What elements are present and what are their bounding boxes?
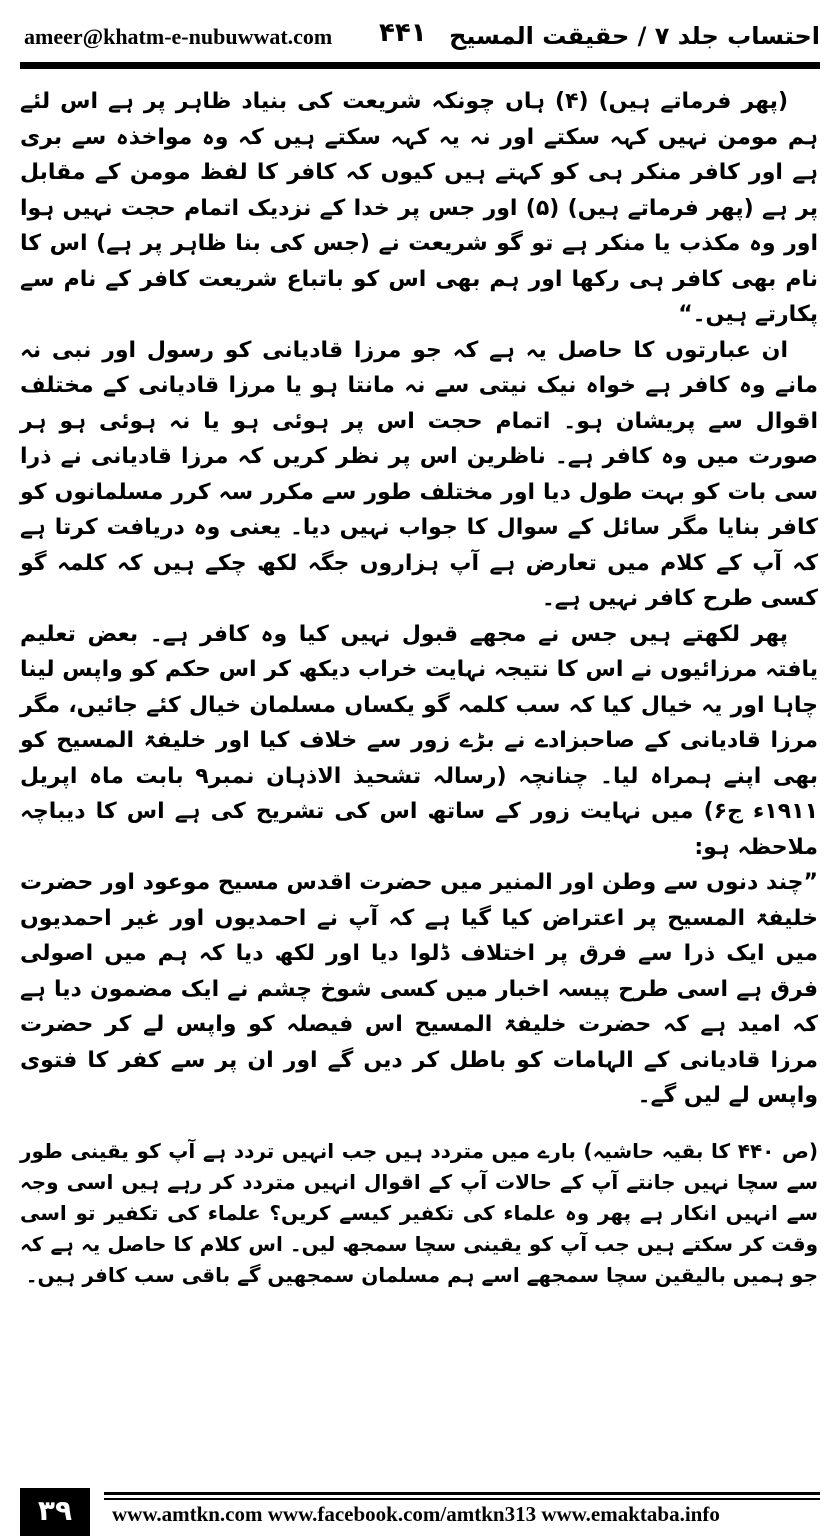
header-divider <box>20 62 820 69</box>
page-body <box>20 84 818 1291</box>
page-header <box>24 18 820 64</box>
body-paragraph: پھر لکھتے ہیں جس نے مجھے قبول نہیں کیا وہ کافر ہے۔ بعض تعلیم یافتہ مرزائیوں نے اس کا نتیجہ نہایت خراب دیکھ کر اس حکم کو واپس لینا چاہا اور یہ خیال کیا کہ سب کلمہ گو یکساں مسلمان خیال کئے جائیں، مگر مرزا قادیانی کے صاحبزادے نے بڑے زور سے خلاف کیا اور خلیفۃ المسیح کو بھی اپنے ہمراہ لیا۔ چنانچہ (رسالہ تشحیذ الاذہان نمبر۹ بابت ماہ اپریل ۱۹۱۱ء ج۶) میں نہایت زور کے ساتھ اس کی تشریح کی ہے اس کا دیباچہ ملاحظہ ہو: <box>20 621 818 860</box>
header-page-number: ۴۴۱ <box>379 18 427 48</box>
footnote: (ص ۴۴۰ کا بقیہ حاشیہ) بارے میں متردد ہیں جب انہیں تردد ہے آپ کو یقینی طور سے سچا نہیں جانتے آپ کے حالات آپ کے اقوال انہیں متردد کر رہے ہیں اسی وجہ سے انہیں انکار ہے پھر وہ علماء کی تکفیر کیسے کریں؟ علماء کی تکفیر تو اسی وقت کر سکتے ہیں جب آپ کو یقینی سچا سمجھ لیں۔ اس کلام کا حاصل یہ ہے کہ جو ہمیں بالیقین سچا سمجھے اسے ہم مسلمان سمجھیں گے باقی سب کافر ہیں۔ <box>20 1138 818 1287</box>
body-paragraph: (پھر فرماتے ہیں) (۴) ہاں چونکہ شریعت کی بنیاد ظاہر پر ہے اس لئے ہم مومن نہیں کہہ سکتے اور نہ یہ کہہ سکتے ہیں کہ وہ مواخذہ سے بری ہے اور کافر منکر ہی کو کہتے ہیں کیوں کہ کافر کا لفظ مومن کے مقابل پر ہے (پھر فرماتے ہیں) (۵) اور جس پر خدا کے نزدیک اتمام حجت نہیں ہوا اور وہ مکذب یا منکر ہے تو گو شریعت نے (جس کی بنا ظاہر پر ہے) اس کا نام بھی کافر ہی رکھا اور ہم بھی اس کو باتباع شریعت کافر کے نام سے پکارتے ہیں۔“ <box>20 89 818 327</box>
header-email: ameer@khatm-e-nubuwwat.com <box>24 24 333 49</box>
footer-divider <box>104 1492 820 1495</box>
footer-section-number: ۳۹ <box>20 1488 90 1536</box>
footer-divider-thin <box>104 1498 820 1500</box>
header-book-title: احتساب جلد ۷ / حقیقت المسیح <box>449 22 820 50</box>
page-footer <box>20 1488 820 1536</box>
body-paragraph: ان عبارتوں کا حاصل یہ ہے کہ جو مرزا قادیانی کو رسول اور نبی نہ مانے وہ کافر ہے خواہ نیک نیتی سے نہ مانتا ہو یا مرزا قادیانی کے مختلف اقوال سے پریشان ہو۔ اتمام حجت اس پر ہوئی ہو یا نہ ہوئی ہو ہر صورت میں وہ کافر ہے۔ ناظرین اس پر نظر کریں کہ مرزا قادیانی نے ذرا سی بات کو بہت طول دیا اور مختلف طور سے مکرر سہ کرر مسلمانوں کو کافر بنایا مگر سائل کے سوال کا جواب نہیں دیا۔ یعنی وہ دریافت کرتا ہے کہ آپ کے کلام میں تعارض ہے آپ ہزاروں جگہ لکھ چکے ہیں کہ کلمہ گو کسی طرح کافر نہیں ہے۔ <box>20 337 818 611</box>
body-quote: ”چند دنوں سے وطن اور المنیر میں حضرت اقدس مسیح موعود اور حضرت خلیفۃ المسیح پر اعتراض کیا گیا ہے کہ آپ نے احمدیوں اور غیر احمدیوں میں ایک ذرا سے فرق پر اختلاف ڈلوا دیا اور لکھ دیا کہ ہم میں اصولی فرق ہے اسی طرح پیسہ اخبار میں کسی شوخ چشم نے ایک مضمون دیا ہے کہ امید ہے کہ حضرت خلیفۃ المسیح اس فیصلہ کو واپس لے کر حضرت مرزا قادیانی کے الہامات کو باطل کر دیں گے اور ان پر سے کفر کا فتوی واپس لے لیں گے۔ <box>20 870 818 1108</box>
footer-links[interactable]: www.amtkn.com www.facebook.com/amtkn313 www.emaktaba.info <box>112 1502 720 1526</box>
